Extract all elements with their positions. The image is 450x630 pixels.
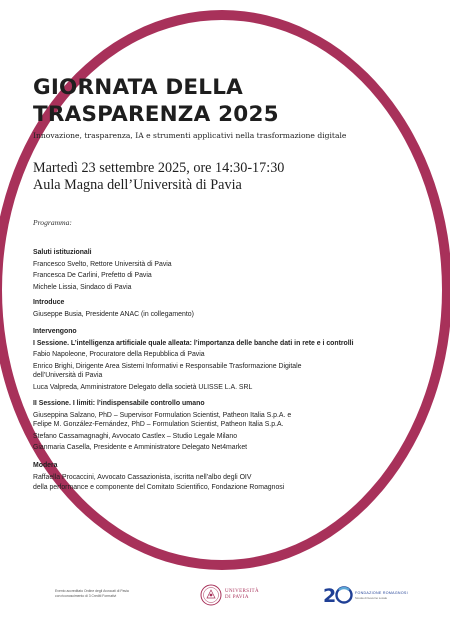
romagnosi-name: FONDAZIONE ROMAGNOSI xyxy=(355,591,408,595)
event-venue: Aula Magna dell’Università di Pavia xyxy=(33,177,242,193)
event-details xyxy=(33,160,433,194)
university-of-pavia-logo xyxy=(200,583,260,607)
list-item: Fabio Napoleone, Procuratore della Repubblica di Pavia xyxy=(33,351,205,358)
event-subtitle: Innovazione, trasparenza, IA e strumenti applicativi nella trasformazione digitale xyxy=(33,131,347,140)
session-2-title: II Sessione. I limiti: l’indispensabile controllo umano xyxy=(33,400,205,407)
list-item: Giuseppe Busia, Presidente ANAC (in collegamento) xyxy=(33,310,194,318)
accreditation-note xyxy=(55,589,175,598)
section-modera xyxy=(33,461,433,493)
list-item: della performance e componente del Comitato Scientifico, Fondazione Romagnosi xyxy=(33,483,285,491)
university-seal-icon xyxy=(200,584,222,606)
list-item: Michele Lissia, Sindaco di Pavia xyxy=(33,283,132,291)
list-item: Enrico Brighi, Dirigente Area Sistemi Informativi e Responsabile Trasformazione Digitale xyxy=(33,362,302,370)
romagnosi-tagline: Scuola di Governo Locale xyxy=(355,596,388,600)
section-title: Saluti istituzionali xyxy=(33,249,92,256)
section-saluti xyxy=(33,248,433,292)
accreditation-line-1: Evento accreditato Ordine degli Avvocati di Pavia xyxy=(55,589,129,593)
list-item: Luca Valpreda, Amministratore Delegato della società ULISSE L.A. SRL xyxy=(33,383,253,391)
list-item: Francesco Svelto, Rettore Università di Pavia xyxy=(33,260,172,268)
list-item: Francesca De Carlini, Prefetto di Pavia xyxy=(33,272,152,279)
list-item: Raffaella Procaccini, Avvocato Cassazionista, iscritta nell’albo degli OIV xyxy=(33,474,252,481)
section-intervengono xyxy=(33,327,433,453)
list-item: Stefano Cassamagnaghi, Avvocato Castlex – Studio Legale Milano xyxy=(33,432,238,440)
event-date-time: Martedì 23 settembre 2025, ore 14:30-17:30 xyxy=(33,160,285,176)
list-item: Giuseppina Salzano, PhD – Supervisor Formulation Scientist, Patheon Italia S.p.A. e xyxy=(33,411,292,419)
session-1-title: I Sessione. L’intelligenza artificiale quale alleata: l’importanza delle banche dati in rete e i controlli xyxy=(33,339,354,347)
programma-label: Programma: xyxy=(33,218,72,227)
section-introduce xyxy=(33,298,433,319)
fondazione-romagnosi-logo xyxy=(322,582,412,606)
title-line-2: TRASPARENZA 2025 xyxy=(33,102,279,127)
list-item: Felipe M. González-Fernández, PhD – Formulation Scientist, Patheon Italia S.p.A. xyxy=(33,421,284,428)
list-item: Gianmaria Casella, Presidente e Amministratore Delegato Net4market xyxy=(33,444,248,451)
event-title xyxy=(33,74,433,128)
university-name-line-2: DI PAVIA xyxy=(225,595,249,600)
romagnosi-20-mark-icon xyxy=(322,582,354,606)
section-title: Introduce xyxy=(33,299,65,306)
footer xyxy=(0,580,450,620)
svg-text:2: 2 xyxy=(323,585,337,606)
accreditation-line-2: con riconoscimento di 3 Crediti Formativi xyxy=(55,593,117,598)
university-name-line-1: UNIVERSITÀ xyxy=(225,589,259,594)
university-name xyxy=(225,589,259,601)
section-title: Modera xyxy=(33,461,58,469)
program-list xyxy=(33,248,433,492)
list-item: dell’Università di Pavia xyxy=(33,372,103,379)
section-title: Intervengono xyxy=(33,328,77,335)
title-line-1: GIORNATA DELLA xyxy=(33,75,243,100)
main-content xyxy=(33,74,433,498)
